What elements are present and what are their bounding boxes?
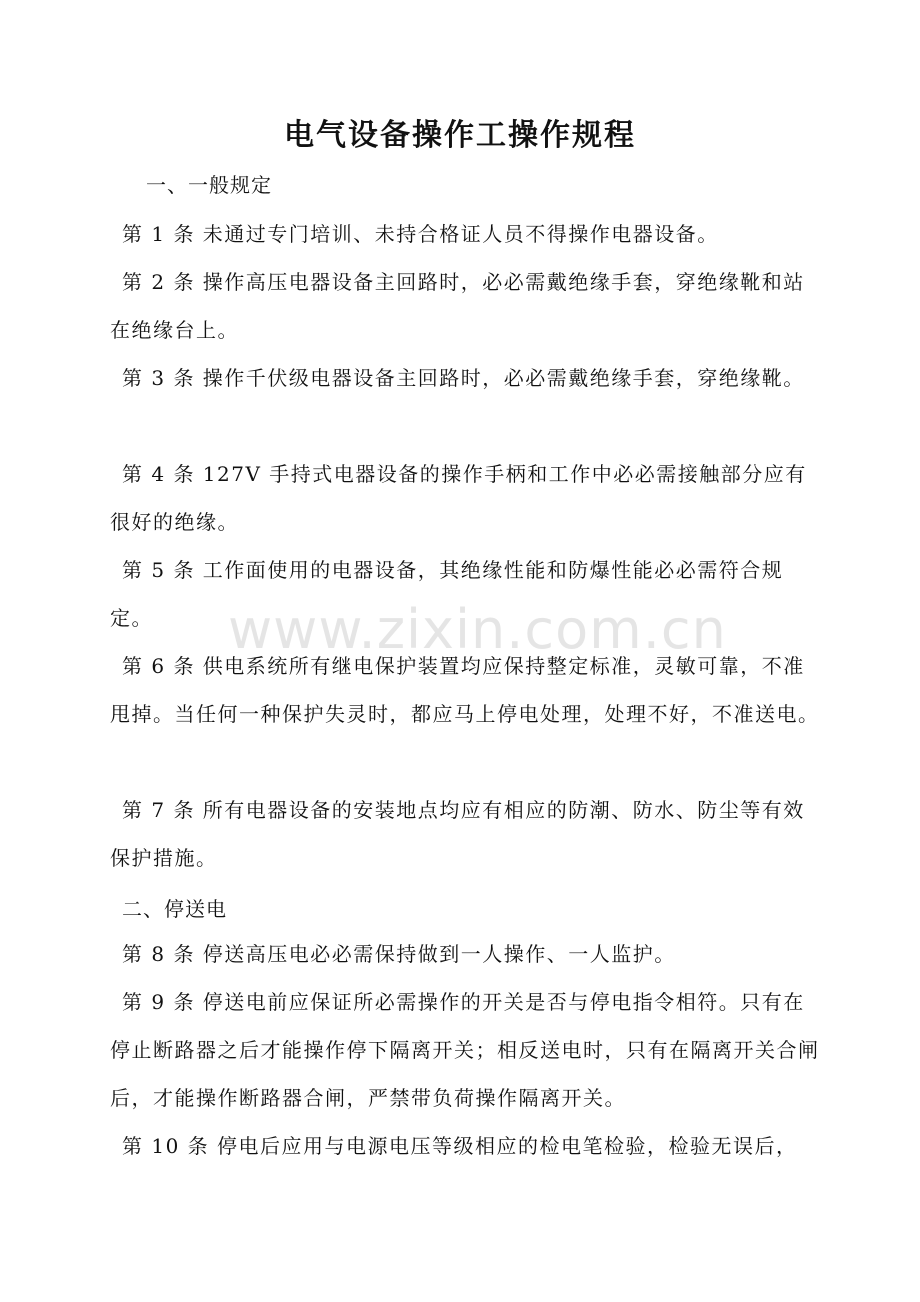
- document-title: 电气设备操作工操作规程: [284, 118, 636, 153]
- article-4: 第 4 条 127V 手持式电器设备的操作手柄和工作中必必需接触部分应有很好的绝缘。: [110, 462, 807, 534]
- article-6: 第 6 条 供电系统所有继电保护装置均应保持整定标准，灵敏可靠，不准甩掉。当任何一种保护失灵时，都应马上停电处理，处理不好，不准送电。: [110, 654, 820, 726]
- section-heading-general: 一、一般规定: [146, 173, 272, 197]
- article-2: 第 2 条 操作高压电器设备主回路时，必必需戴绝缘手套，穿绝缘靴和站在绝缘台上。: [110, 270, 805, 342]
- watermark-text: www.zixin.com.cn: [228, 598, 727, 661]
- section-heading-power: 二、停送电: [122, 897, 227, 921]
- article-7: 第 7 条 所有电器设备的安装地点均应有相应的防潮、防水、防尘等有效保护措施。: [110, 798, 805, 870]
- article-3: 第 3 条 操作千伏级电器设备主回路时，必必需戴绝缘手套，穿绝缘靴。: [122, 366, 805, 390]
- article-10: 第 10 条 停电后应用与电源电压等级相应的检电笔检验，检验无误后，: [122, 1134, 798, 1158]
- article-8: 第 8 条 停送高压电必必需保持做到一人操作、一人监护。: [122, 942, 676, 966]
- article-1: 第 1 条 未通过专门培训、未持合格证人员不得操作电器设备。: [122, 222, 719, 246]
- article-9: 第 9 条 停送电前应保证所必需操作的开关是否与停电指令相符。只有在停止断路器之后才能操作停下隔离开关；相反送电时，只有在隔离开关合闸后，才能操作断路器合闸，严禁带负荷操作隔离开关。: [110, 990, 820, 1110]
- article-5: 第 5 条 工作面使用的电器设备，其绝缘性能和防爆性能必必需符合规定。: [110, 558, 784, 630]
